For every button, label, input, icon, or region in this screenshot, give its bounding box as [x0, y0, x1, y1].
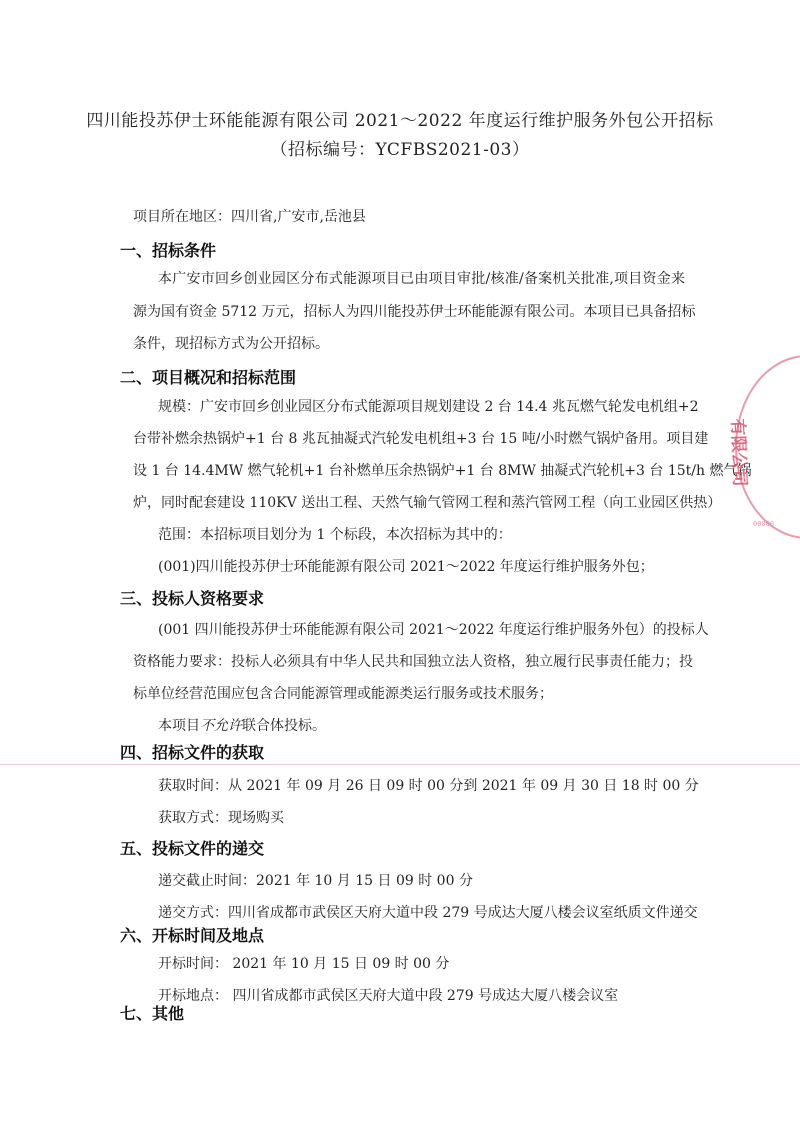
seal-text: 有限公司: [727, 418, 750, 487]
paragraph-line: 源为国有资金 5712 万元，招标人为四川能投苏伊士环能能源有限公司。本项目已具备招标: [133, 304, 696, 320]
paragraph-line: 获取时间：从 2021 年 09 月 26 日 09 时 00 分到 2021 年 09 月 30 日 18 时 00 分: [158, 778, 699, 794]
paragraph-line: 本广安市回乡创业园区分布式能源项目已由项目审批/核准/备案机关批准,项目资金来: [158, 271, 685, 287]
section-heading-7: 七、其他: [120, 1004, 185, 1023]
paragraph-line: 资格能力要求：投标人必须具有中华人民共和国独立法人资格，独立履行民事责任能力；投: [133, 654, 693, 670]
consortium-emphasis: 不允许: [200, 718, 242, 734]
paragraph-line: 标单位经营范围应包含合同能源管理或能源类运行服务或技术服务；: [133, 686, 553, 702]
section-heading-4: 四、招标文件的获取: [120, 743, 265, 762]
page-fold-line: [0, 764, 800, 765]
paragraph-line: 获取方式：现场购买: [158, 810, 284, 826]
section-heading-5: 五、投标文件的递交: [120, 839, 265, 858]
paragraph-line: 范围：本招标项目划分为 1 个标段，本次招标为其中的：: [158, 527, 512, 543]
document-title: 四川能投苏伊士环能能源有限公司 2021～2022 年度运行维护服务外包公开招标: [86, 111, 714, 131]
paragraph-line: 台带补燃余热锅炉+1 台 8 兆瓦抽凝式汽轮发电机组+3 台 15 吨/小时燃气锅炉备用。项目建: [133, 431, 709, 447]
section-heading-1: 一、招标条件: [120, 241, 217, 260]
paragraph-line: 规模：广安市回乡创业园区分布式能源项目规划建设 2 台 14.4 兆瓦燃气轮发电机组+2: [158, 399, 699, 415]
project-location: 项目所在地区：四川省,广安市,岳池县: [133, 209, 366, 225]
section-heading-2: 二、项目概况和招标范围: [120, 368, 297, 387]
seal-number: 00000: [753, 520, 775, 528]
paragraph-line: 开标地点： 四川省成都市武侯区天府大道中段 279 号成达大厦八楼会议室: [158, 988, 619, 1004]
paragraph-line: 递交方式：四川省成都市武侯区天府大道中段 279 号成达大厦八楼会议室纸质文件递交: [158, 905, 698, 921]
section-heading-6: 六、开标时间及地点: [120, 926, 265, 945]
tender-number: （招标编号：YCFBS2021-03）: [270, 140, 530, 160]
consortium-line: 本项目不允许联合体投标。: [158, 718, 326, 734]
paragraph-line: (001 四川能投苏伊士环能能源有限公司 2021～2022 年度运行维护服务外包）的投标人: [158, 622, 709, 638]
paragraph-line: 递交截止时间：2021 年 10 月 15 日 09 时 00 分: [158, 873, 473, 889]
section-heading-3: 三、投标人资格要求: [120, 589, 265, 608]
paragraph-line: 设 1 台 14.4MW 燃气轮机+1 台补燃单压余热锅炉+1 台 8MW 抽凝式汽轮机+3 台 15t/h 燃气锅: [133, 463, 752, 479]
paragraph-line: 炉，同时配套建设 110KV 送出工程、天然气输气管网工程和蒸汽管网工程（向工业园区供热）: [133, 495, 722, 511]
paragraph-line: 开标时间： 2021 年 10 月 15 日 09 时 00 分: [158, 956, 450, 972]
paragraph-line: (001)四川能投苏伊士环能能源有限公司 2021～2022 年度运行维护服务外包；: [158, 559, 654, 575]
paragraph-line: 条件，现招标方式为公开招标。: [133, 336, 329, 352]
